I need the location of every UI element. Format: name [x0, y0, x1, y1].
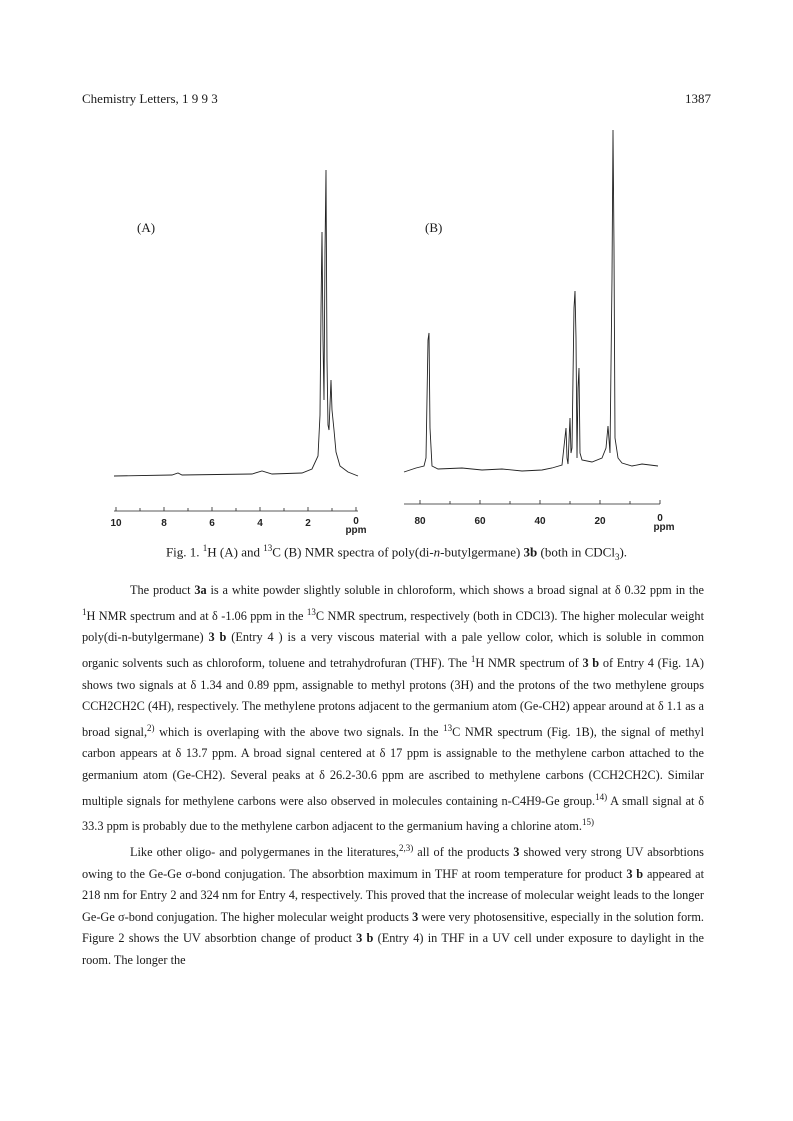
text-run: C NMR spectrum (Fig. 1B), the signal of methyl carbon appears at δ 13.7 ppm. A broad signal centered at δ 17 ppm is assignable to the methylene carbon attached to the germanium atom (Ge-CH2). Several peaks at δ 26.2-30.6 ppm are ascribed to methylene carbons (CCH2CH2C). Similar multiple signals for methylene carbons were also observed in molecules containing n-C4H9-Ge group.: [82, 724, 704, 808]
caption-sup: 13: [263, 543, 273, 553]
caption-prefix: Fig. 1.: [165, 544, 200, 560]
superscript: 1: [470, 653, 476, 664]
citation: 2,3): [398, 843, 414, 853]
text-run: which is overlaping with the above two signals. In the: [159, 724, 439, 739]
spectrum-b-tick-label: 40: [534, 516, 546, 527]
text-run: Like other oligo- and polygermanes in the literatures,: [130, 845, 399, 860]
spectrum-a-tick-label: 8: [161, 518, 167, 529]
spectrum-b-plot: [402, 128, 675, 533]
journal-header: Chemistry Letters, 1 9 9 3: [82, 91, 218, 106]
compound-ref: 3: [513, 845, 520, 860]
caption-sup: 1: [202, 543, 208, 553]
spectrum-a-plot: [110, 160, 372, 536]
paragraph-2: [82, 838, 704, 972]
compound-ref: 3a: [194, 583, 207, 597]
spectrum-a-tick-label: 4: [257, 518, 263, 529]
spectrum-b-trace: [404, 130, 658, 472]
text-run: C NMR spectrum, respectively (both in CDCl3). The higher molecular weight poly(di-n-butylgermane): [82, 608, 704, 645]
page-number: 1387: [685, 91, 711, 106]
caption-text: (both in CDCl: [540, 544, 615, 560]
text-run: H NMR spectrum of: [475, 655, 579, 670]
paragraph-1: [82, 580, 704, 838]
compound-ref: 3 b: [208, 630, 227, 645]
spectrum-a-ticks: [116, 507, 356, 511]
text-run: A small signal at δ 33.3 ppm is probably due to the methylene carbon adjacent to the germanium having a chlorine atom.: [82, 793, 704, 834]
text-run: appeared at 218 nm for Entry 2 and 324 nm for Entry 4, respectively. This proved that the increase of molecular weight leads to the longer Ge-Ge σ-bond conjugation. The higher molecular weight products: [82, 866, 705, 924]
body-text: [82, 580, 704, 972]
spectrum-b-tick-label: 60: [474, 516, 486, 527]
spectrum-a: [110, 160, 372, 536]
panel-a-label: (A): [137, 220, 156, 235]
caption-text: H (A) and: [207, 544, 261, 560]
spectrum-b-tick-label: 80: [414, 516, 426, 527]
text-run: showed very strong UV absorbtions owing to the Ge-Ge σ-bond conjugation. The absorbtion maximum in THF at room temperature for product: [82, 845, 704, 881]
caption-text: ).: [619, 544, 628, 560]
text-run: of Entry 4 (Fig. 1A) shows two signals at δ 1.34 and 0.89 ppm, assignable to methyl protons (3H) and the protons of the two methylene groups CCH2CH2C (4H), respectively. The methylene protons adjacent to the germanium atom (Ge-CH2) appear around at δ 1.1 as a broad signal,: [82, 655, 705, 739]
spectrum-a-tick-label: 6: [209, 518, 215, 529]
citation: 14): [595, 791, 608, 802]
caption-sub: 3: [614, 551, 620, 562]
spectrum-a-tick-label: 0: [353, 516, 359, 527]
spectrum-a-tick-label: 10: [110, 518, 122, 529]
caption-italic: n: [433, 544, 441, 560]
spectrum-b-tick-label: 0: [657, 513, 663, 524]
spectrum-b-axis-unit: ppm: [653, 522, 675, 533]
compound-ref: 3 b: [582, 655, 600, 670]
spectrum-a-tick-label: 2: [305, 518, 311, 529]
caption-text: -butylgermane): [440, 544, 521, 560]
spectrum-b-tick-label: 20: [594, 516, 606, 527]
spectrum-b-ticks: [420, 500, 660, 504]
text-run: H NMR spectrum and at δ -1.06 ppm in the: [86, 608, 304, 623]
citation: 15): [581, 817, 594, 828]
superscript: 1: [82, 606, 87, 617]
spectrum-b: [402, 128, 675, 533]
text-run: (Entry 4 ) is a very viscous material with a pale yellow color, which is soluble in common organic solvents such as chloroform, toluene and tetrahydrofuran (THF). The: [82, 630, 705, 670]
superscript: 13: [443, 722, 453, 733]
text-run: (Entry 4) in THF in a UV cell under exposure to daylight in the room. The longer the: [82, 931, 704, 968]
caption-bold: 3b: [523, 544, 538, 560]
panel-b-label: (B): [425, 220, 443, 235]
compound-ref: 3: [412, 909, 419, 924]
text-run: were very photosensitive, especially in the solution form. Figure 2 shows the UV absorbtion change of product: [82, 909, 705, 946]
spectrum-a-trace: [114, 170, 358, 476]
text-run: all of the products: [417, 845, 510, 860]
superscript: 13: [306, 606, 316, 617]
spectrum-a-axis-unit: ppm: [345, 525, 367, 536]
compound-ref: 3 b: [626, 866, 644, 881]
figure-caption: [0, 543, 793, 562]
text-run: The product: [130, 583, 191, 597]
citation: 2): [147, 722, 155, 733]
compound-ref: 3 b: [356, 931, 374, 946]
caption-text: C (B) NMR spectra of poly(di-: [272, 544, 434, 560]
text-run: is a white powder slightly soluble in chloroform, which shows a broad signal at δ 0.32 ppm in the: [210, 583, 704, 597]
